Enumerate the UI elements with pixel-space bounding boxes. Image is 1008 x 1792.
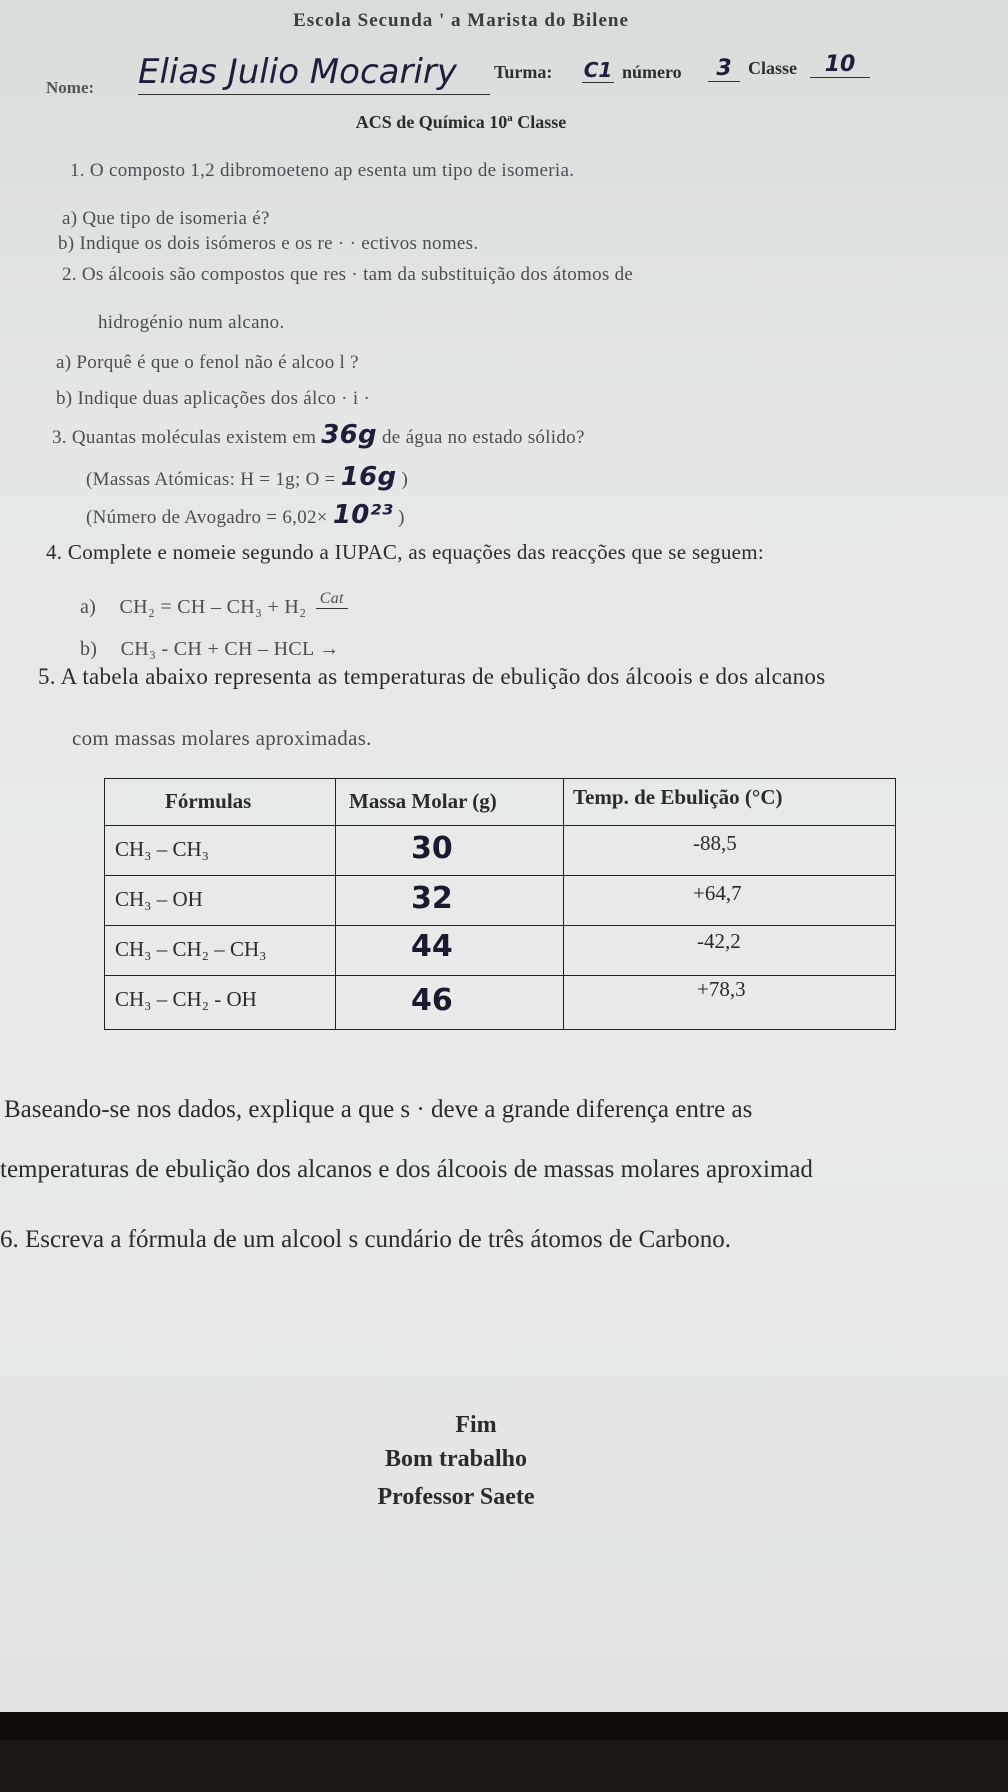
avogadro-line bbox=[86, 500, 405, 530]
question-3 bbox=[52, 420, 585, 450]
question-4a-equation: CH₂ = CH – CH₃ + H₂ bbox=[119, 596, 307, 618]
numero-label: número bbox=[622, 62, 682, 82]
question-4a-label: a) bbox=[80, 596, 97, 618]
school-name: Escola Secunda ' a Marista do Bilene bbox=[293, 10, 629, 31]
table-row-4-formula: CH₃ – CH₂ - OH bbox=[115, 987, 257, 1011]
avogadro-close: ) bbox=[398, 507, 405, 528]
question-4b bbox=[80, 638, 339, 661]
question-4b-label: b) bbox=[80, 638, 98, 660]
table-row-1-formula: CH₃ – CH₃ bbox=[115, 837, 209, 861]
question-2a: a) Porquê é que o fenol não é alcoo l ? bbox=[56, 352, 359, 373]
turma-value: C1 bbox=[583, 58, 613, 82]
table-row-4-temp: +78,3 bbox=[697, 977, 746, 1001]
question-1b: b) Indique os dois isómeros e os re · · ectivos nomes. bbox=[58, 233, 479, 254]
classe-label: Classe bbox=[748, 58, 797, 78]
table-header-formulas: Fórmulas bbox=[165, 789, 252, 813]
question-5-explain-line-2: temperaturas de ebulição dos alcanos e dos álcoois de massas molares aproximad bbox=[0, 1156, 813, 1183]
question-4b-equation: CH₃ - CH + CH – HCL → bbox=[120, 638, 340, 660]
avogadro-exponent-handwritten: 10²³ bbox=[332, 500, 394, 530]
question-5-explain-line-1: Baseando-se nos dados, explique a que s · deve a grande diferença entre as bbox=[4, 1096, 753, 1123]
name-label: Nome: bbox=[46, 78, 95, 97]
question-3-text: 3. Quantas moléculas existem em bbox=[52, 427, 317, 448]
table-row-3-mass: 44 bbox=[411, 929, 453, 964]
catalyst-arrow-label: Cat bbox=[316, 590, 348, 609]
classe-value: 10 bbox=[810, 52, 870, 78]
atomic-mass-oxygen-handwritten: 16g bbox=[340, 462, 397, 492]
table-header-boiling-temp: Temp. de Ebulição (°C) bbox=[573, 785, 783, 809]
table-row-1-mass: 30 bbox=[411, 831, 453, 866]
atomic-masses-line bbox=[86, 462, 408, 492]
question-6: 6. Escreva a fórmula de um alcool s cundário de três átomos de Carbono. bbox=[0, 1226, 732, 1253]
exam-title: ACS de Química 10ª Classe bbox=[355, 112, 567, 132]
question-4a bbox=[80, 590, 348, 619]
question-2b: b) Indique duas aplicações dos álco · i · bbox=[56, 388, 371, 409]
avogadro-text: (Número de Avogadro = 6,02× bbox=[86, 507, 328, 528]
boiling-point-table bbox=[104, 778, 896, 1030]
table-row-2-mass: 32 bbox=[411, 881, 453, 916]
table-row-2-formula: CH₃ – OH bbox=[115, 887, 203, 911]
bom-trabalho-text: Bom trabalho bbox=[384, 1446, 527, 1472]
question-5-continued: com massas molares aproximadas. bbox=[72, 726, 372, 750]
question-5: 5. A tabela abaixo representa as temperaturas de ebulição dos álcoois e dos alcanos bbox=[38, 664, 826, 689]
table-row-4-mass: 46 bbox=[411, 983, 453, 1018]
numero-value: 3 bbox=[708, 56, 740, 82]
question-2: 2. Os álcoois são compostos que res · tam da substituição dos átomos de bbox=[62, 264, 634, 285]
question-4: 4. Complete e nomeie segundo a IUPAC, as equações das reacções que se seguem: bbox=[46, 540, 765, 564]
table-row-2-temp: +64,7 bbox=[693, 881, 742, 905]
atomic-masses-text: (Massas Atómicas: H = 1g; O = bbox=[86, 469, 336, 490]
question-1a: a) Que tipo de isomeria é? bbox=[62, 208, 270, 229]
table-row-3-temp: -42,2 bbox=[697, 929, 741, 953]
atomic-masses-close: ) bbox=[401, 469, 409, 490]
table-header-molar-mass: Massa Molar (g) bbox=[349, 789, 497, 813]
question-1: 1. O composto 1,2 dibromoeteno ap esenta um tipo de isomeria. bbox=[70, 160, 575, 181]
question-3-text-end: de água no estado sólido? bbox=[381, 427, 585, 448]
table-row-3-formula: CH₃ – CH₂ – CH₃ bbox=[115, 937, 267, 961]
question-3-handwritten-mass: 36g bbox=[321, 420, 377, 450]
teacher-name: Professor Saete bbox=[377, 1484, 535, 1510]
table-row-1-temp: -88,5 bbox=[693, 831, 737, 855]
question-2-continued: hidrogénio num alcano. bbox=[98, 312, 285, 333]
fim-text: Fim bbox=[455, 1412, 497, 1438]
student-name-handwritten: Elias Julio Mocariry bbox=[138, 52, 490, 95]
turma-label: Turma: bbox=[494, 62, 553, 82]
